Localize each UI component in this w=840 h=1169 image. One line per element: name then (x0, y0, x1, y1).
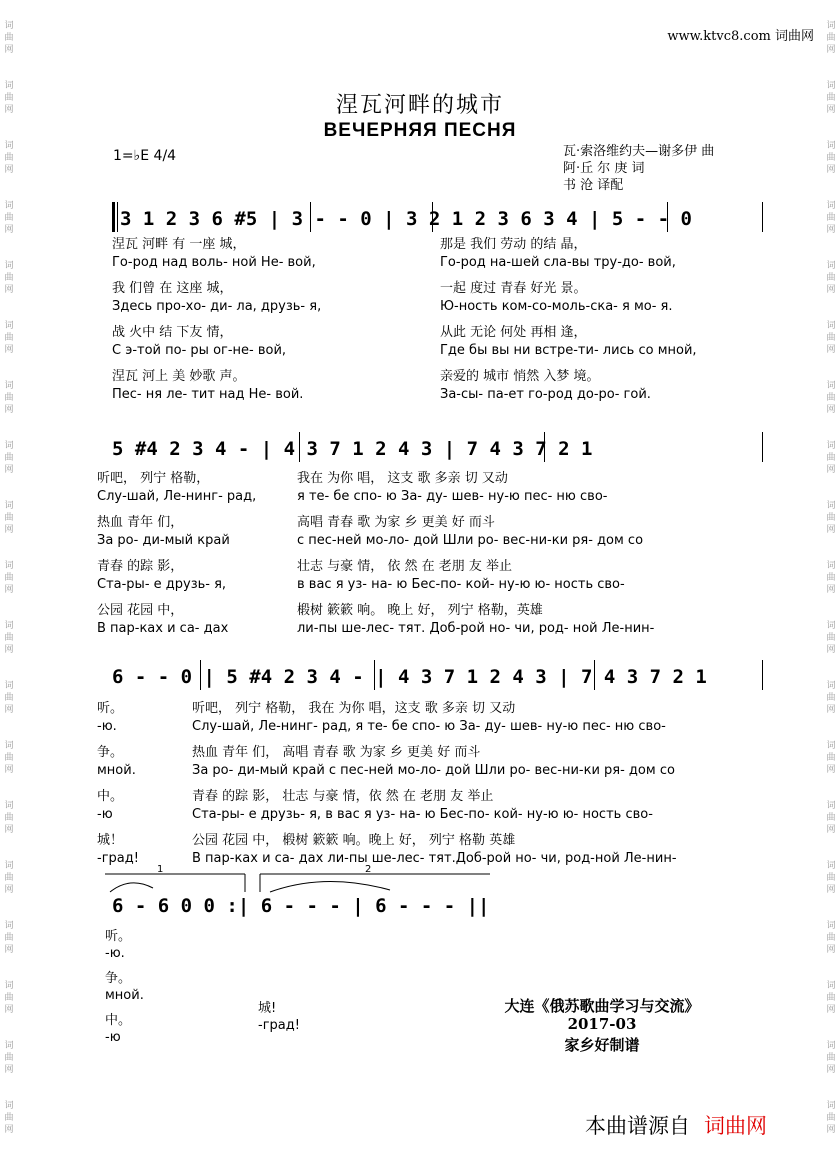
watermark-text: 词 曲 网 (826, 1041, 836, 1075)
ending-lyric: мной. (105, 988, 144, 1003)
watermark-text: 词 曲 网 (4, 561, 14, 595)
lyric-line: -град! (97, 851, 139, 866)
lyric-line: 热血 青年 们， 高唱 青春 歌 为家 乡 更美 好 而斗 (192, 745, 481, 760)
lyric-line: мной. (97, 763, 136, 778)
lyric-line: 壮志 与豪 情， 依 然 在 老朋 友 举止 (297, 559, 513, 574)
watermark-text: 词 曲 网 (4, 81, 14, 115)
lyric-line: В пар-ках и са- дах ли-пы ше-лес- тят.Доб-рой но- чи, род-ной Ле-нин- (192, 851, 677, 866)
watermark-text: 词 曲 网 (826, 861, 836, 895)
watermark-text: 词 曲 网 (4, 261, 14, 295)
lyric-line: Ю-ность ком-со-моль-ска- я мо- я. (440, 299, 673, 314)
watermark-text: 词 曲 网 (4, 801, 14, 835)
notes-row-4: 6 - 6 0 0 :| 6 - - - | 6 - - - || (112, 895, 490, 917)
watermark-text: 词 曲 网 (4, 201, 14, 235)
volta-brackets (105, 862, 495, 898)
footer-maker: 家乡好制谱 (564, 1036, 640, 1054)
lyric-line: За ро- ди-мый край с пес-ней мо-ло- дой Шли ро- вес-ни-ки ря- дом со (192, 763, 675, 778)
watermark-text: 词 曲 网 (826, 261, 836, 295)
lyric-line: я те- бе спо- ю За- ду- шев- ну-ю пес- ню сво- (297, 489, 608, 504)
lyric-line: Слу-шай, Ле-нинг- рад, я те- бе спо- ю За- ду- шев- ну-ю пес- ню сво- (192, 719, 666, 734)
source-line (585, 1110, 767, 1140)
lyric-line: 那是 我们 劳动 的结 晶， (440, 237, 587, 252)
lyric-line: Ста-ры- е друзь- я, (97, 577, 227, 592)
lyric-line: -ю. (97, 719, 117, 734)
watermark-text: 词 曲 网 (826, 201, 836, 235)
lyric-line: Где бы вы ни встре-ти- лись со мной, (440, 343, 697, 358)
watermark-text: 词 曲 网 (826, 81, 836, 115)
lyric-line: -ю (97, 807, 113, 822)
watermark-text: 词 曲 网 (4, 1041, 14, 1075)
lyric-line: 我在 为你 唱， 这支 歌 多亲 切 又动 (297, 471, 508, 486)
footer-publisher: 大连《俄苏歌曲学习与交流》 (504, 997, 700, 1015)
lyric-line: С э-той по- ры ог-не- вой, (112, 343, 287, 358)
lyric-line: Здесь про-хо- ди- ла, друзь- я, (112, 299, 322, 314)
lyric-line: Ста-ры- е друзь- я, в вас я уз- на- ю Бес-по- кой- ну-ю ю- ность сво- (192, 807, 653, 822)
source-site-link[interactable]: 词曲网 (704, 1114, 767, 1138)
watermark-text: 词 曲 网 (826, 501, 836, 535)
lyric-line: 从此 无论 何处 再相 逢， (440, 325, 587, 340)
ending-lyric: 中。 (105, 1013, 132, 1028)
lyric-line: 中。 (97, 789, 124, 804)
watermark-text: 词 曲 网 (826, 801, 836, 835)
watermark-text: 词 曲 网 (826, 621, 836, 655)
ending-lyric: 听。 (105, 929, 132, 944)
lyric-line: 听吧， 列宁 格勒， 我在 为你 唱，这支 歌 多亲 切 又动 (192, 701, 516, 716)
ending-lyric: -град! (258, 1018, 300, 1033)
key-signature: 1=♭E 4/4 (113, 148, 177, 164)
watermark-right (824, 20, 838, 1160)
watermark-text: 词 曲 网 (826, 381, 836, 415)
lyric-line: Го-род над воль- ной Не- вой, (112, 255, 316, 270)
footer-date: 2017-03 (567, 1015, 637, 1033)
lyric-line: 热血 青年 们， (97, 515, 184, 530)
lyric-line: ли-пы ше-лес- тят. Доб-рой но- чи, род- ной Ле-нин- (297, 621, 655, 636)
watermark-text: 词 曲 网 (826, 141, 836, 175)
lyric-line: 我 们曾 在 这座 城， (112, 281, 233, 296)
watermark-text: 词 曲 网 (4, 681, 14, 715)
lyric-line: 公园 花园 中， (97, 603, 184, 618)
watermark-text: 词 曲 网 (4, 621, 14, 655)
watermark-text: 词 曲 网 (4, 381, 14, 415)
notes-row-3: 6 - - 0 | 5 #4 2 3 4 - | 4 3 7 1 2 4 3 | 7 4 3 7 2 1 (112, 666, 707, 688)
lyric-line: 城！ (97, 833, 124, 848)
watermark-text: 词 曲 网 (826, 561, 836, 595)
watermark-text: 词 曲 网 (826, 921, 836, 955)
lyric-line: В пар-ках и са- дах (97, 621, 229, 636)
lyric-line: 听。 (97, 701, 124, 716)
lyric-line: 涅瓦 河畔 有 一座 城， (112, 237, 246, 252)
lyric-line: За-сы- па-ет го-род до-ро- гой. (440, 387, 651, 402)
title-russian: ВЕЧЕРНЯЯ ПЕСНЯ (323, 120, 517, 141)
lyric-line: 公园 花园 中， 椴树 簌簌 响。晚上 好， 列宁 格勒 英雄 (192, 833, 516, 848)
lyric-line: Слу-шай, Ле-нинг- рад, (97, 489, 257, 504)
lyric-line: За ро- ди-мый край (97, 533, 230, 548)
notes-row-2: 5 #4 2 3 4 - | 4 3 7 1 2 4 3 | 7 4 3 7 2 1 (112, 438, 593, 460)
lyric-line: 高唱 青春 歌 为家 乡 更美 好 而斗 (297, 515, 495, 530)
watermark-text: 词 曲 网 (826, 741, 836, 775)
lyric-line: 涅瓦 河上 美 妙歌 声。 (112, 369, 246, 384)
watermark-text: 词 曲 网 (4, 501, 14, 535)
ending-lyric: -ю (105, 1030, 121, 1045)
watermark-left (2, 20, 16, 1160)
lyric-line: 听吧， 列宁 格勒， (97, 471, 210, 486)
watermark-text: 词 曲 网 (826, 981, 836, 1015)
ending-lyric: 城! (258, 1001, 277, 1016)
watermark-text: 词 曲 网 (4, 741, 14, 775)
credit-composer: 瓦·索洛维约夫—谢多伊 曲 (563, 144, 715, 159)
watermark-text: 词 曲 网 (4, 861, 14, 895)
volta-2-label: 2 (365, 864, 372, 875)
watermark-text: 词 曲 网 (4, 21, 14, 55)
credit-arranger: 书 沧 译配 (563, 178, 624, 193)
watermark-text: 词 曲 网 (4, 321, 14, 355)
lyric-line: 椴树 簌簌 响。 晚上 好， 列宁 格勒，英雄 (297, 603, 543, 618)
lyric-line: 亲爱的 城市 悄然 入梦 境。 (440, 369, 600, 384)
lyric-line: 青春 的踪 影， (97, 559, 184, 574)
lyric-line: 一起 度过 青春 好光 景。 (440, 281, 587, 296)
lyric-line: в вас я уз- на- ю Бес-по- кой- ну-ю ю- ность сво- (297, 577, 625, 592)
site-url[interactable]: www.ktvc8.com 词曲网 (667, 29, 814, 44)
watermark-text: 词 曲 网 (826, 1101, 836, 1135)
watermark-text: 词 曲 网 (826, 441, 836, 475)
lyric-line: Го-род на-шей сла-вы тру-до- вой, (440, 255, 676, 270)
watermark-text: 词 曲 网 (826, 321, 836, 355)
watermark-text: 词 曲 网 (826, 681, 836, 715)
title-chinese: 涅瓦河畔的城市 (335, 93, 504, 118)
lyric-line: 青春 的踪 影， 壮志 与豪 情，依 然 在 老朋 友 举止 (192, 789, 494, 804)
notes-row-1: 3 1 2 3 6 #5 | 3 - - 0 | 3 2 1 2 3 6 3 4 | 5 - - 0 (120, 208, 692, 230)
ending-lyric: -ю. (105, 946, 125, 961)
lyric-line: Пес- ня ле- тит над Не- вой. (112, 387, 304, 402)
lyric-line: 战 火中 结 下友 情， (112, 325, 233, 340)
watermark-text: 词 曲 网 (4, 141, 14, 175)
lyric-line: с пес-ней мо-ло- дой Шли ро- вес-ни-ки ря- дом со (297, 533, 644, 548)
source-label: 本曲谱源自 (585, 1114, 690, 1138)
watermark-text: 词 曲 网 (4, 441, 14, 475)
volta-1-label: 1 (157, 864, 164, 875)
watermark-text: 词 曲 网 (826, 21, 836, 55)
ending-lyric: 争。 (105, 971, 132, 986)
watermark-text: 词 曲 网 (4, 921, 14, 955)
lyric-line: 争。 (97, 745, 124, 760)
credit-lyricist: 阿·丘 尔 庚 词 (563, 161, 645, 176)
watermark-text: 词 曲 网 (4, 1101, 14, 1135)
watermark-text: 词 曲 网 (4, 981, 14, 1015)
